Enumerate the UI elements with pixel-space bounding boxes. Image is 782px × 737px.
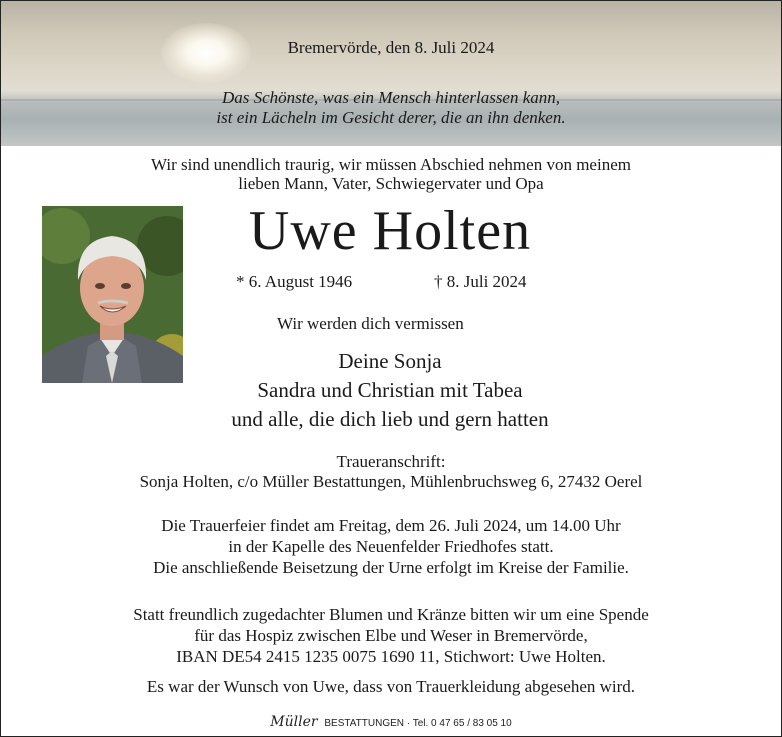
mourner-line-1: Deine Sonja [338,349,442,373]
address-text: Sonja Holten, c/o Müller Bestattungen, Mühlenbruchsweg 6, 27432 Oerel [139,472,643,491]
deceased-name: Uwe Holten [248,200,532,262]
miss-text: Wir werden dich vermissen [277,314,464,333]
donation-info [0,604,782,667]
mourners-list [160,347,620,434]
ceremony-line-3: Die anschließende Beisetzung der Urne erfolgt im Kreise der Familie. [153,558,629,577]
dress-code-wish: Es war der Wunsch von Uwe, dass von Trauerkleidung abgesehen wird. [146,677,636,696]
footer-text: BESTATTUNGEN · Tel. 0 47 65 / 83 05 10 [324,718,512,729]
ceremony-line-2: in der Kapelle des Neuenfelder Friedhofes statt. [228,537,554,556]
death-date: † 8. Juli 2024 [434,272,527,291]
address-heading: Traueranschrift: [336,452,446,471]
donation-line-2: für das Hospiz zwischen Elbe und Weser in Bremervörde, [194,626,588,645]
intro-text [0,155,782,193]
quote-line-1: Das Schönste, was ein Mensch hinterlassen kann, [221,88,561,107]
birth-date: * 6. August 1946 [236,272,353,291]
quote-line-2: ist ein Lächeln im Gesicht derer, die an ihn denken. [216,108,566,127]
intro-line-2: lieben Mann, Vater, Schwiegervater und Opa [238,174,544,193]
memorial-quote [0,88,782,128]
mourner-line-3: und alle, die dich lieb und gern hatten [231,407,549,431]
donation-line-3: IBAN DE54 2415 1235 0075 1690 11, Stichwort: Uwe Holten. [176,647,606,666]
place-date: Bremervörde, den 8. Juli 2024 [287,38,495,57]
intro-line-1: Wir sind unendlich traurig, wir müssen Abschied nehmen von meinem [151,155,631,174]
mueller-logo: Müller [270,714,318,730]
donation-line-1: Statt freundlich zugedachter Blumen und Kränze bitten wir um eine Spende [133,605,649,624]
ceremony-info [0,515,782,578]
ceremony-line-1: Die Trauerfeier findet am Freitag, dem 26. Juli 2024, um 14.00 Uhr [161,516,621,535]
mourner-line-2: Sandra und Christian mit Tabea [257,378,523,402]
footer-credit [0,714,782,730]
